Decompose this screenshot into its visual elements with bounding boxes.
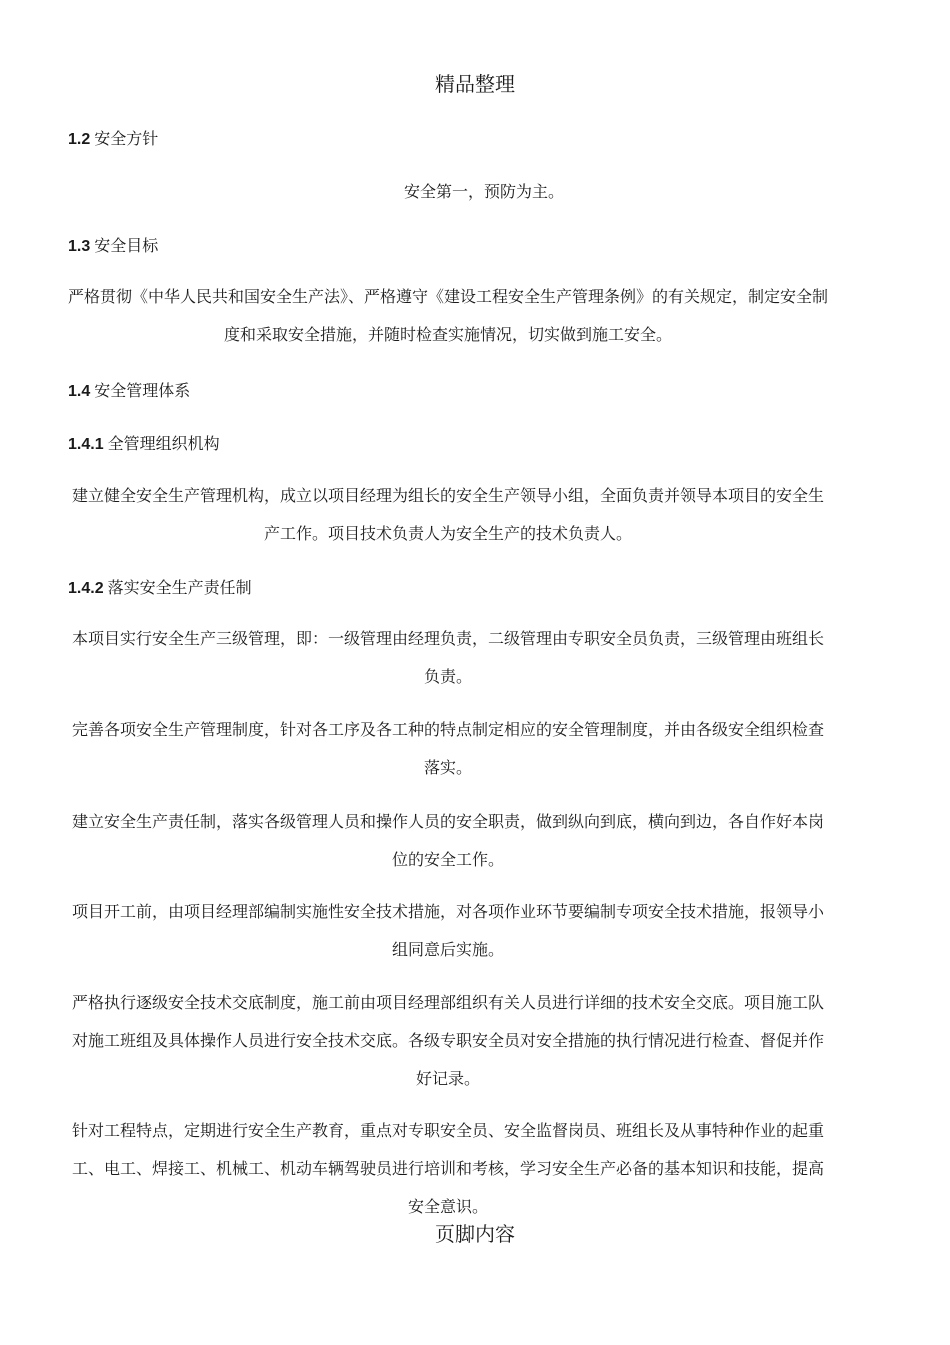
section-title: 落实安全生产责任制 xyxy=(107,578,252,597)
section-title: 全管理组织机构 xyxy=(107,434,220,453)
section-heading-1-4-2 xyxy=(68,577,252,600)
section-number: 1.4.1 xyxy=(68,436,104,453)
section-heading-1-4-1 xyxy=(68,433,220,456)
safety-goal-paragraph: 严格贯彻《中华人民共和国安全生产法》、严格遵守《建设工程安全生产管理条例》的有关规定，制定安全制度和采取安全措施，并随时检查实施情况，切实做到施工安全。 xyxy=(68,287,829,344)
section-title: 安全目标 xyxy=(94,236,159,255)
organization-paragraph: 建立健全安全生产管理机构，成立以项目经理为组长的安全生产领导小组，全面负责并领导本项目的安全生产工作。项目技术负责人为安全生产的技术负责人。 xyxy=(71,486,824,543)
section-number: 1.4.2 xyxy=(68,580,104,597)
section-title: 安全方针 xyxy=(94,129,159,148)
section-heading-1-3 xyxy=(68,235,158,258)
responsibility-paragraph: 项目开工前，由项目经理部编制实施性安全技术措施，对各项作业环节要编制专项安全技术措施，报领导小组同意后实施。 xyxy=(71,902,824,959)
section-heading-1-2 xyxy=(68,128,158,151)
responsibility-paragraph: 针对工程特点，定期进行安全生产教育，重点对专职安全员、安全监督岗员、班组长及从事特种作业的起重工、电工、焊接工、机械工、机动车辆驾驶员进行培训和考核，学习安全生产必备的基本知识和技能，提高安全意识。 xyxy=(71,1121,824,1216)
section-number: 1.2 xyxy=(68,131,91,148)
safety-policy-text: 安全第一，预防为主。 xyxy=(403,182,564,201)
responsibility-paragraph: 本项目实行安全生产三级管理，即：一级管理由经理负责，二级管理由专职安全员负责，三级管理由班组长负责。 xyxy=(71,629,824,686)
responsibility-paragraph: 建立安全生产责任制，落实各级管理人员和操作人员的安全职责，做到纵向到底，横向到边，各自作好本岗位的安全工作。 xyxy=(71,812,824,869)
responsibility-paragraph: 严格执行逐级安全技术交底制度，施工前由项目经理部组织有关人员进行详细的技术安全交底。项目施工队对施工班组及具体操作人员进行安全技术交底。各级专职安全员对安全措施的执行情况进行检查、督促并作好记录。 xyxy=(71,993,824,1088)
responsibility-paragraph: 完善各项安全生产管理制度，针对各工序及各工种的特点制定相应的安全管理制度，并由各级安全组织检查落实。 xyxy=(71,720,824,777)
page-header: 精品整理 xyxy=(435,72,515,96)
section-heading-1-4 xyxy=(68,380,190,403)
section-number: 1.3 xyxy=(68,238,91,255)
page-footer: 页脚内容 xyxy=(435,1222,515,1246)
section-title: 安全管理体系 xyxy=(94,381,191,400)
section-number: 1.4 xyxy=(68,383,91,400)
